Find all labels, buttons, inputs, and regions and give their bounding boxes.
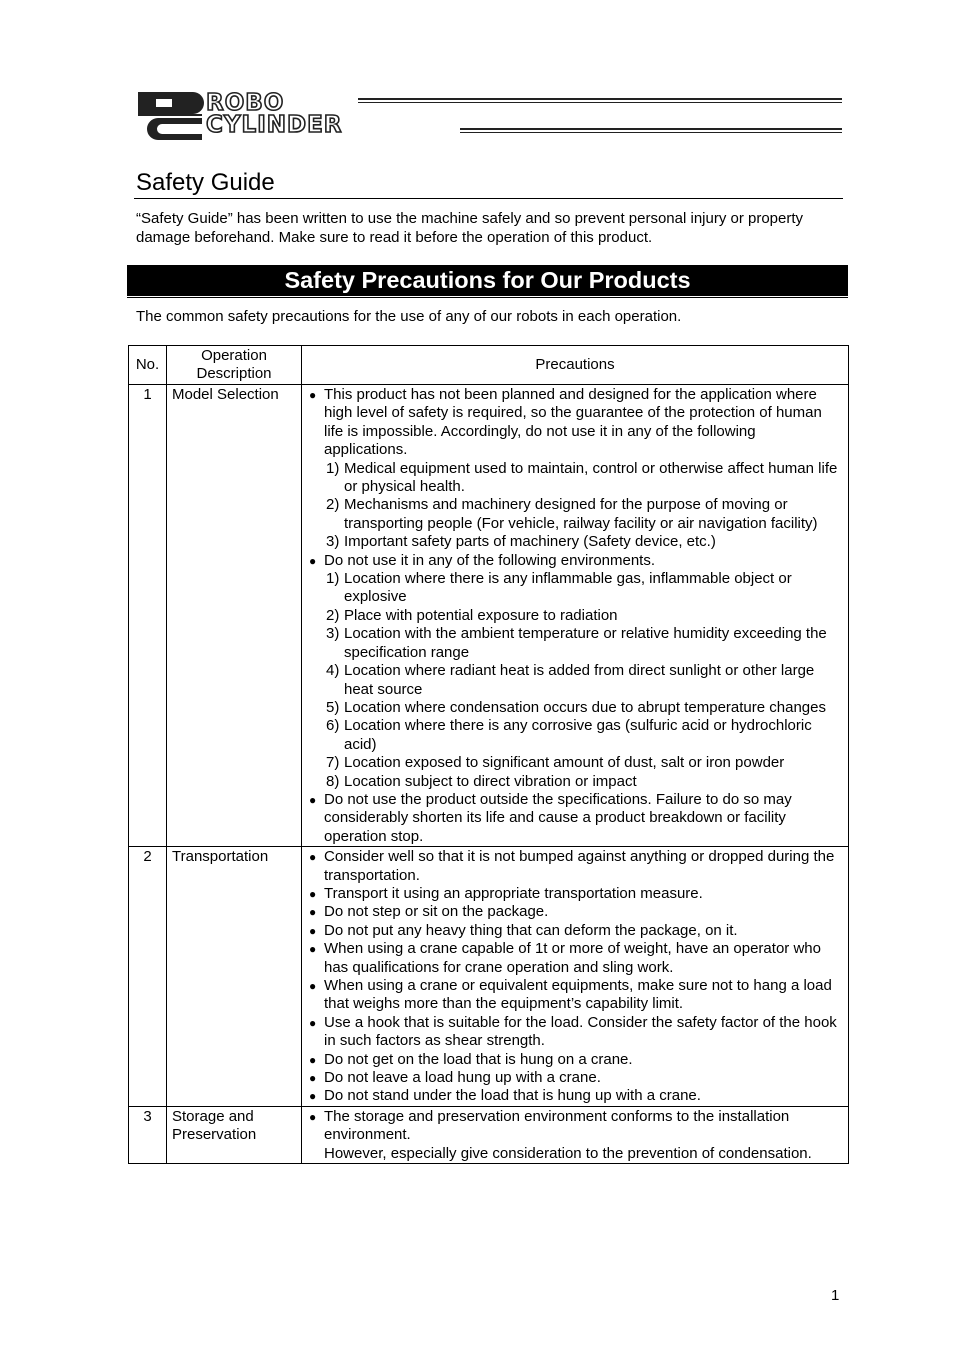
subitem-text: Important safety parts of machinery (Safety device, etc.): [344, 533, 716, 551]
subitem-number: 6): [326, 717, 340, 735]
subitem-number: 7): [326, 754, 340, 772]
header-precautions: Precautions: [302, 346, 849, 385]
operation-description: Transportation: [167, 847, 302, 1107]
precautions-cell: [302, 847, 849, 1107]
subitem-text: Location where there is any inflammable gas, inflammable object or explosive: [344, 570, 792, 606]
precaution-bullet: ● Use a hook that is suitable for the load. Consider the safety factor of the hook in such factors as shear strength.: [309, 1014, 842, 1051]
precautions-cell: [302, 385, 849, 847]
subitem-number: 2): [326, 496, 340, 514]
section-intro: The common safety precautions for the use of any of our robots in each operation.: [136, 308, 682, 325]
operation-description: Storage and Preservation: [167, 1106, 302, 1163]
logo-word-cylinder: CYLINDER: [206, 112, 343, 138]
subitem-number: 2): [326, 606, 340, 624]
precaution-continuation: However, especially give consideration to the prevention of condensation.: [324, 1144, 812, 1162]
subitem-number: 1): [326, 459, 340, 477]
subitem-text: Location with the ambient temperature or relative humidity exceeding the specification range: [344, 625, 827, 661]
table-row: [129, 385, 849, 847]
subitem-text: Medical equipment used to maintain, control or otherwise affect human life or physical health.: [344, 459, 838, 496]
row-number: 3: [129, 1106, 167, 1163]
subitem-text: Location where radiant heat is added from direct sunlight or other large heat source: [344, 662, 815, 698]
subitem-text: Location where there is any corrosive gas (sulfuric acid or hydrochloric acid): [344, 717, 812, 753]
precaution-bullet: ● Do not use the product outside the specifications. Failure to do so may considerably shorten its life and cause a product breakdown or facility operation stop.: [309, 791, 842, 846]
precaution-bullet: ● Do not get on the load that is hung on a crane.: [309, 1051, 842, 1069]
precaution-subitem: [309, 496, 842, 533]
precaution-subitem: [309, 699, 842, 717]
precaution-bullet: ● The storage and preservation environment conforms to the installation environment.: [309, 1108, 842, 1145]
precaution-bullet: ● Transport it using an appropriate transportation measure.: [309, 885, 842, 903]
page-number: 1: [831, 1287, 840, 1304]
banner-divider: [127, 297, 848, 298]
subitem-text: Place with potential exposure to radiation: [344, 606, 618, 624]
page-title: Safety Guide: [136, 169, 275, 196]
header-operation: Operation Description: [167, 346, 302, 385]
precaution-subitem: [309, 625, 842, 662]
precaution-bullet: ● Do not leave a load hung up with a crane.: [309, 1069, 842, 1087]
row-number: 1: [129, 385, 167, 847]
logo-rule: [358, 98, 842, 100]
logo-rule: [358, 102, 842, 103]
logo-rule: [460, 128, 842, 130]
intro-paragraph: “Safety Guide” has been written to use the machine safely and so prevent personal injury or property damage beforehand. Make sure to read it before the operation of this product.: [136, 210, 804, 246]
precaution-bullet: ● Do not use it in any of the following environments.: [309, 552, 842, 570]
precaution-subitem: [309, 533, 842, 551]
precaution-bullet: ● This product has not been planned and designed for the application where high level of safety is required, so the guarantee of the protection of human life is impossible. Accordingly, do not use it in any of the following applications.: [309, 386, 842, 460]
row-number: 2: [129, 847, 167, 1107]
table-row: [129, 847, 849, 1107]
precaution-subitem: [309, 773, 842, 791]
subitem-number: 4): [326, 662, 340, 680]
subitem-number: 3): [326, 625, 340, 643]
precaution-bullet: ● Do not put any heavy thing that can deform the package, on it.: [309, 922, 842, 940]
precaution-subitem: [309, 460, 842, 497]
subitem-text: Mechanisms and machinery designed for the purpose of moving or transporting people (For vehicle, railway facility or air navigation facility): [344, 496, 818, 532]
table-header-row: [129, 346, 849, 385]
subitem-number: 8): [326, 772, 340, 790]
precaution-subitem: [309, 754, 842, 772]
subitem-text: Location exposed to significant amount of dust, salt or iron powder: [344, 754, 785, 772]
table-body: [129, 385, 849, 1164]
precautions-cell: [302, 1106, 849, 1163]
precaution-subitem: [309, 607, 842, 625]
precaution-bullet: ● Consider well so that it is not bumped against anything or dropped during the transportation.: [309, 848, 842, 885]
precaution-bullet: ● Do not stand under the load that is hung up with a crane.: [309, 1087, 842, 1105]
rc-logo-icon: [136, 90, 206, 140]
title-divider: [134, 198, 843, 199]
subitem-text: Location subject to direct vibration or impact: [344, 772, 637, 790]
precaution-bullet: ● When using a crane capable of 1t or more of weight, have an operator who has qualifications for crane operation and sling work.: [309, 940, 842, 977]
robo-cylinder-logo: [136, 90, 842, 140]
subitem-number: 3): [326, 533, 340, 551]
section-banner: Safety Precautions for Our Products: [127, 265, 848, 296]
subitem-number: 5): [326, 698, 340, 716]
precaution-subitem: [309, 717, 842, 754]
precaution-subitem: [309, 662, 842, 699]
subitem-number: 1): [326, 570, 340, 588]
operation-description: Model Selection: [167, 385, 302, 847]
subitem-text: Location where condensation occurs due to abrupt temperature changes: [344, 698, 826, 716]
logo-rule: [460, 132, 842, 133]
logo-word-robo: ROBO: [206, 90, 285, 116]
precaution-bullet: ● When using a crane or equivalent equipments, make sure not to hang a load that weighs more than the equipment’s capability limit.: [309, 977, 842, 1014]
precautions-table: [128, 345, 849, 1164]
table-row: [129, 1106, 849, 1163]
header-no: No.: [129, 346, 167, 385]
precaution-bullet: ● Do not step or sit on the package.: [309, 903, 842, 921]
precaution-subitem: [309, 570, 842, 607]
